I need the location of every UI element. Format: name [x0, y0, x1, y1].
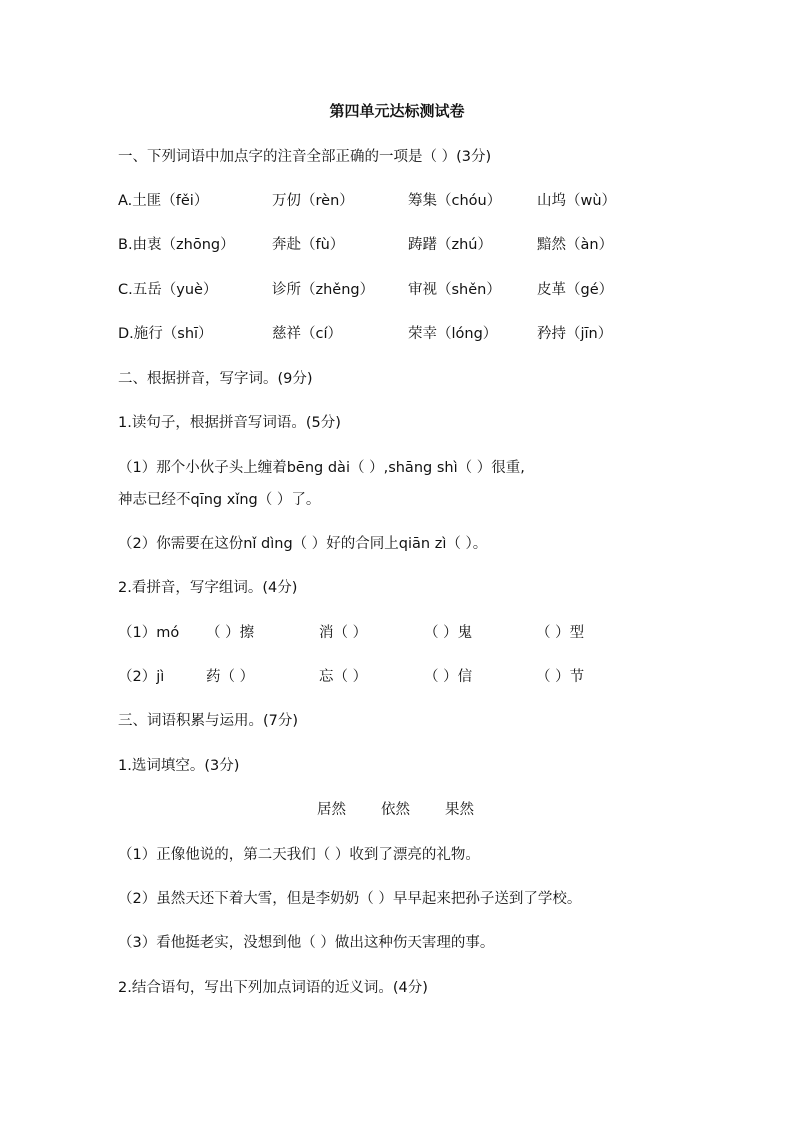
q3-sentence-2: （2）虽然天还下着大雪，但是李奶奶（ ）早早起来把孙子送到了学校。 [118, 891, 582, 907]
page-title: 第四单元达标测试卷 [329, 102, 465, 120]
q2-sub1-heading: 1.读句子，根据拼音写词语。(5分) [118, 415, 341, 431]
q2-row2-blank-2: 忘（ ） [319, 669, 368, 685]
q2-row2-blank-4: （ ）节 [536, 669, 585, 685]
q2-row1-blank-1: （ ）擦 [206, 625, 255, 641]
q2-row1-blank-3: （ ）鬼 [424, 625, 473, 641]
option-c-word-1: C.五岳（yuè） [118, 282, 218, 298]
option-d-word-1: D.施行（shī） [118, 326, 213, 342]
option-b-word-4: 黯然（àn） [537, 237, 614, 253]
q3-sub2-heading: 2.结合语句，写出下列加点词语的近义词。(4分) [118, 980, 428, 996]
q2-row2-blank-1: 药（ ） [206, 669, 255, 685]
word-choice-3: 果然 [445, 802, 474, 818]
q3-heading: 三、词语积累与运用。(7分) [118, 713, 299, 729]
option-d-word-4: 矜持（jīn） [537, 326, 613, 342]
q2-sub1-line2: （2）你需要在这份nǐ dìng（ ）好的合同上qiān zì（ ）。 [118, 536, 488, 552]
option-a-word-4: 山坞（wù） [537, 193, 617, 209]
q2-sub2-heading: 2.看拼音，写字组词。(4分) [118, 580, 298, 596]
q2-sub1-line1: （1）那个小伙子头上缠着bēng dài（ ）,shāng shì（ ）很重, [118, 460, 525, 476]
option-b-word-3: 踌躇（zhú） [408, 237, 492, 253]
option-c-word-2: 诊所（zhěng） [272, 282, 375, 298]
q2-row2-blank-3: （ ）信 [424, 669, 473, 685]
q2-sub1-line1-continued: 神志已经不qīng xǐng（ ）了。 [118, 492, 321, 508]
q3-sentence-1: （1）正像他说的，第二天我们（ ）收到了漂亮的礼物。 [118, 847, 480, 863]
option-a-word-1: A.土匪（fěi） [118, 193, 209, 209]
q3-sub1-heading: 1.选词填空。(3分) [118, 758, 240, 774]
q2-row1-pinyin: （1）mó [118, 625, 180, 641]
q1-heading: 一、下列词语中加点字的注音全部正确的一项是（ ）(3分) [118, 149, 492, 165]
option-c-word-3: 审视（shěn） [408, 282, 501, 298]
option-d-word-2: 慈祥（cí） [272, 326, 343, 342]
option-a-word-3: 筹集（chóu） [408, 193, 502, 209]
q2-heading: 二、根据拼音，写字词。(9分) [118, 371, 313, 387]
q3-sentence-3: （3）看他挺老实，没想到他（ ）做出这种伤天害理的事。 [118, 935, 495, 951]
option-d-word-3: 荣幸（lóng） [408, 326, 498, 342]
option-c-word-4: 皮革（gé） [537, 282, 614, 298]
q2-row1-blank-4: （ ）型 [536, 625, 585, 641]
q2-row1-blank-2: 消（ ） [319, 625, 368, 641]
option-a-word-2: 万仞（rèn） [272, 193, 354, 209]
q2-row2-pinyin: （2）jì [118, 669, 165, 685]
option-b-word-1: B.由衷（zhōng） [118, 237, 235, 253]
word-choice-1: 居然 [317, 802, 346, 818]
option-b-word-2: 奔赴（fù） [272, 237, 345, 253]
word-choice-2: 依然 [381, 802, 410, 818]
